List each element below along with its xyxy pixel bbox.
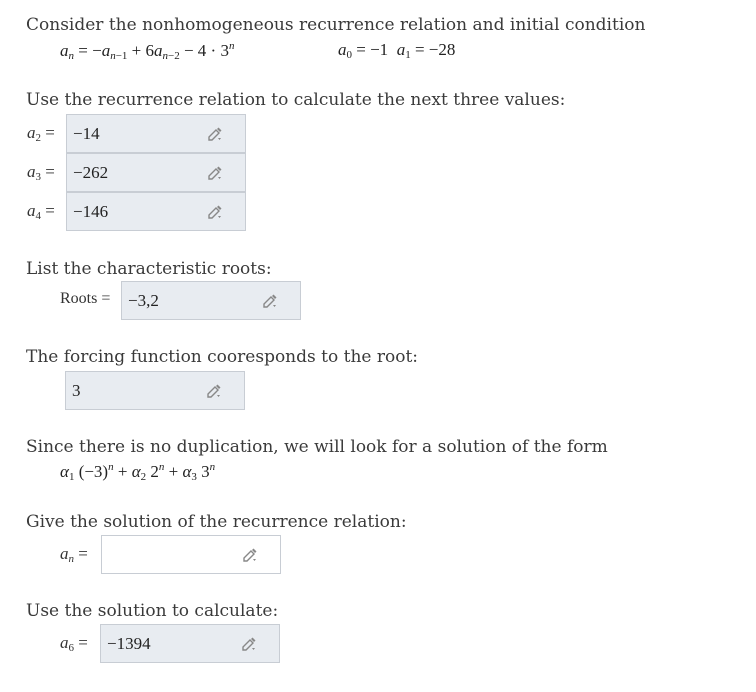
a3-value: −262: [73, 162, 109, 182]
calc-prompt: Use the solution to calculate:: [26, 601, 279, 621]
forcing-root-value: 3: [72, 380, 81, 400]
pencil-dropdown-icon[interactable]: [206, 383, 224, 399]
pencil-dropdown-icon[interactable]: [242, 547, 260, 563]
roots-answer-field[interactable]: [121, 281, 301, 320]
a2-answer-field[interactable]: [66, 114, 246, 153]
a6-value: −1394: [107, 633, 151, 653]
solution-prompt: Give the solution of the recurrence relation:: [26, 512, 407, 532]
pencil-dropdown-icon[interactable]: [262, 293, 280, 309]
a4-label: $a_4$ =: [27, 201, 55, 222]
forcing-root-answer-field[interactable]: [65, 371, 245, 410]
a6-answer-field[interactable]: [100, 624, 280, 663]
roots-label: Roots =: [60, 290, 111, 307]
form-prompt: Since there is no duplication, we will look for a solution of the form: [26, 437, 608, 457]
a3-label: $a_3$ =: [27, 162, 55, 183]
an-label: $a_n$ =: [60, 544, 88, 565]
a6-label: $a_6$ =: [60, 633, 88, 654]
recurrence-equation: $a_n = -a_{n-1} + 6a_{n-2} - 4 \cdot 3^n$: [60, 40, 235, 62]
a3-answer-field[interactable]: [66, 153, 246, 192]
roots-value: −3,2: [128, 290, 159, 310]
solution-form-expression: $\alpha_1$ $(-3)^n + \alpha_2$ $2^n + \alpha_3$ 3$^n$: [60, 461, 216, 483]
a2-value: −14: [73, 123, 100, 143]
intro-text: Consider the nonhomogeneous recurrence relation and initial condition: [26, 15, 646, 35]
a4-value: −146: [73, 201, 109, 221]
pencil-dropdown-icon[interactable]: [241, 636, 259, 652]
a2-label: $a_2$ =: [27, 123, 55, 144]
a4-answer-field[interactable]: [66, 192, 246, 231]
roots-prompt: List the characteristic roots:: [26, 259, 272, 279]
pencil-dropdown-icon[interactable]: [207, 126, 225, 142]
pencil-dropdown-icon[interactable]: [207, 204, 225, 220]
solution-answer-field[interactable]: [101, 535, 281, 574]
next-values-prompt: Use the recurrence relation to calculate the next three values:: [26, 90, 566, 110]
initial-conditions: $a_0 = -1$ $a_1 = -28$: [338, 40, 456, 61]
pencil-dropdown-icon[interactable]: [207, 165, 225, 181]
forcing-prompt: The forcing function cooresponds to the root:: [26, 347, 419, 367]
